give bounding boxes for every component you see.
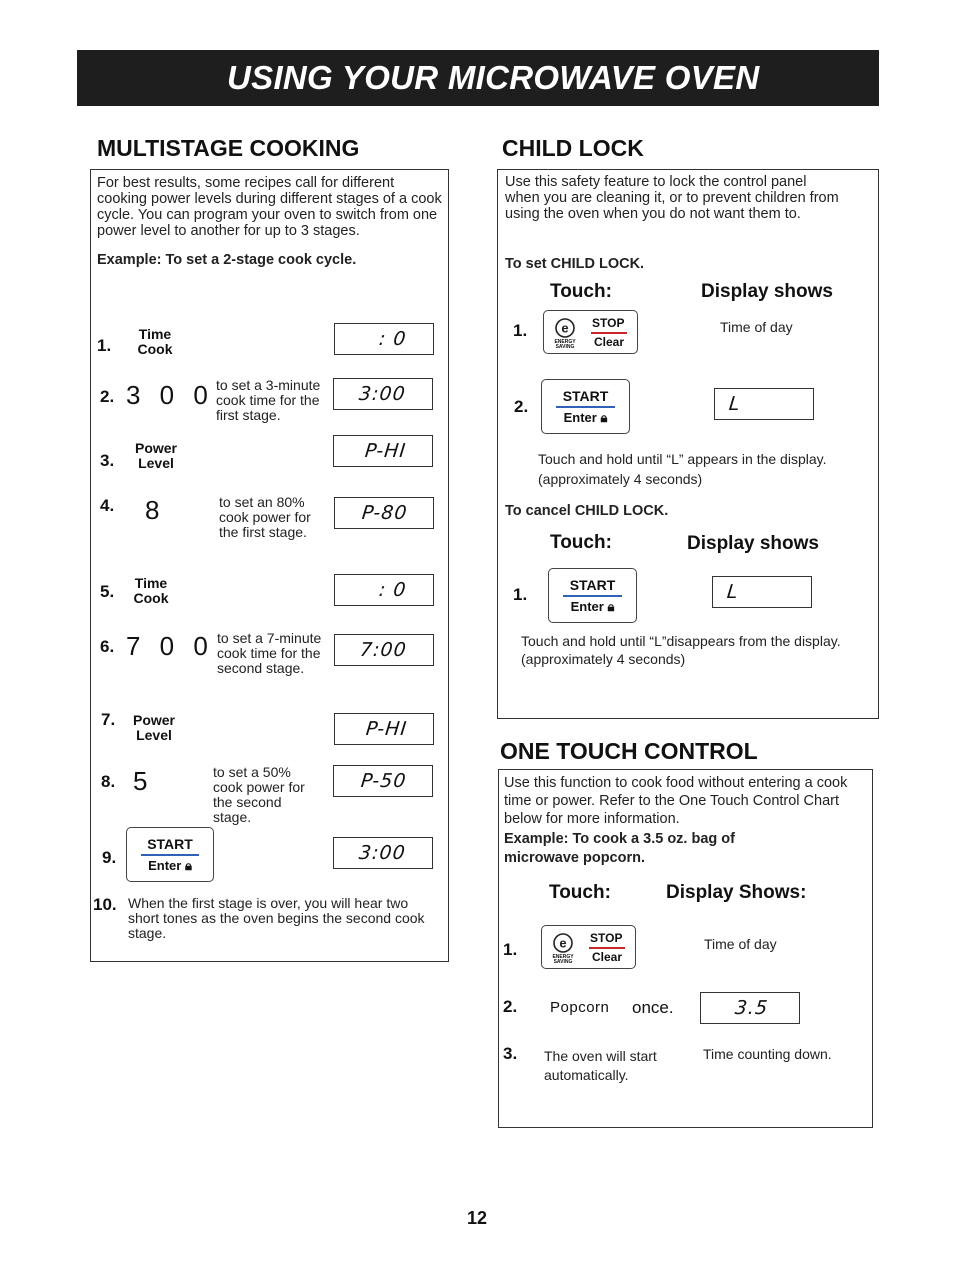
step-number: 1. — [97, 336, 112, 355]
display-heading: Display shows — [701, 281, 833, 302]
lock-icon: 🔒︎ — [600, 410, 608, 425]
key-label: Power — [134, 440, 177, 456]
clear-label: Clear — [592, 950, 623, 964]
start-enter-button[interactable] — [541, 379, 630, 434]
display-text: 3:00 — [358, 842, 408, 864]
display-text: Time of day — [720, 319, 793, 335]
step-number: 2. — [503, 997, 518, 1016]
display-text: P-HI — [363, 440, 408, 462]
key-label: Time — [134, 575, 168, 591]
number-keys[interactable]: 7 0 0 — [126, 631, 214, 661]
step-note: to set a 7-minute cook time for the second stage. — [217, 630, 322, 676]
key-label: Cook — [133, 590, 169, 606]
start-label: START — [562, 388, 609, 404]
step-number: 1. — [513, 321, 528, 340]
display-readout — [714, 388, 814, 420]
display-text: 3.5 — [733, 997, 770, 1019]
multistage-title: MULTISTAGE COOKING — [97, 135, 360, 161]
svg-text:e: e — [559, 935, 567, 951]
touch-heading: Touch: — [550, 281, 612, 302]
svg-text:e: e — [561, 320, 569, 336]
display-readout — [334, 323, 434, 355]
display-text: P-50 — [359, 770, 408, 792]
lock-icon: 🔒︎ — [607, 599, 615, 614]
display-text: P-80 — [360, 502, 409, 524]
start-label: START — [569, 577, 616, 593]
step-note: When the first stage is over, you will hear two short tones as the oven begins the second cook stage. — [128, 895, 425, 941]
one-touch-example: Example: To cook a 3.5 oz. bag of microwave popcorn. — [504, 831, 735, 866]
display-readout — [333, 765, 433, 797]
key-label: Time — [138, 326, 172, 342]
step-number: 2. — [514, 397, 529, 416]
page-number: 12 — [467, 1208, 488, 1228]
step-number: 10. — [93, 895, 117, 914]
energy-saving-label: ENERGY SAVING — [554, 339, 576, 350]
display-heading: Display shows — [687, 533, 819, 554]
step-number: 8. — [101, 772, 116, 791]
step-number: 9. — [102, 848, 117, 867]
display-readout — [334, 713, 434, 745]
key-label: Level — [138, 455, 174, 471]
power-level-key[interactable] — [128, 713, 180, 743]
number-keys[interactable]: 8 — [145, 495, 166, 525]
display-readout — [333, 837, 433, 869]
step-number: 2. — [100, 387, 115, 406]
display-text: L — [727, 393, 742, 415]
header-banner — [77, 50, 879, 106]
energy-saving-icon — [552, 932, 574, 954]
divider — [589, 947, 625, 949]
divider — [591, 332, 627, 334]
time-cook-key[interactable] — [130, 327, 180, 357]
multistage-example: Example: To set a 2-stage cook cycle. — [97, 252, 357, 268]
cancel-child-lock-heading: To cancel CHILD LOCK. — [505, 503, 669, 519]
stop-label: STOP — [592, 316, 625, 330]
stop-clear-button[interactable] — [541, 925, 636, 969]
step-note: The oven will start automatically. — [544, 1048, 657, 1083]
popcorn-button[interactable]: Popcorn — [550, 999, 610, 1016]
start-enter-button[interactable] — [126, 827, 214, 882]
one-touch-title: ONE TOUCH CONTROL — [500, 738, 758, 764]
display-heading: Display Shows: — [666, 882, 807, 903]
step-note: to set a 50% cook power for the second stage. — [213, 764, 305, 825]
key-label: Level — [136, 727, 172, 743]
number-keys[interactable]: 5 — [133, 766, 154, 796]
energy-saving-icon — [554, 317, 576, 339]
enter-label: Enter — [563, 410, 597, 425]
page-title: USING YOUR MICROWAVE OVEN — [227, 59, 760, 96]
step-number: 1. — [513, 585, 528, 604]
step-note: to set a 3-minute cook time for the first stage. — [216, 377, 321, 423]
touch-heading: Touch: — [550, 532, 612, 553]
step-number: 7. — [101, 710, 116, 729]
stop-clear-button[interactable] — [543, 310, 638, 354]
stop-label: STOP — [590, 931, 623, 945]
lock-icon: 🔒︎ — [184, 858, 192, 873]
step-number: 6. — [100, 637, 115, 656]
display-readout — [700, 992, 800, 1024]
energy-saving-label: ENERGY SAVING — [552, 954, 574, 965]
divider — [563, 595, 622, 597]
display-readout — [334, 634, 434, 666]
clear-label: Clear — [594, 335, 625, 349]
start-label: START — [147, 836, 193, 852]
one-touch-intro: Use this function to cook food without entering a cook time or power. Refer to the One Touch Control Chart below for more information. — [504, 775, 848, 827]
enter-label: Enter — [148, 858, 182, 873]
display-readout — [333, 435, 433, 467]
divider — [556, 406, 615, 408]
step-note: to set an 80% cook power for the first stage. — [219, 494, 311, 540]
display-text: : 0 — [378, 328, 409, 350]
touch-heading: Touch: — [549, 882, 611, 903]
child-lock-intro: Use this safety feature to lock the control panel when you are cleaning it, or to prevent children from using the oven when you do not want them to. — [505, 174, 839, 222]
divider — [141, 854, 199, 856]
display-readout — [334, 574, 434, 606]
step-note: Touch and hold until “L”disappears from the display. (approximately 4 seconds) — [521, 633, 841, 667]
once-label: once. — [632, 998, 674, 1017]
power-level-key[interactable] — [130, 441, 182, 471]
display-readout — [333, 378, 433, 410]
display-readout — [712, 576, 812, 608]
display-readout — [334, 497, 434, 529]
step-number: 3. — [503, 1044, 518, 1063]
step-number: 1. — [503, 940, 518, 959]
multistage-intro: For best results, some recipes call for different cooking power levels during different stages of a cook cycle. You can program your oven to switch from one power level to another for up to 3 stages. — [97, 175, 442, 239]
number-keys[interactable]: 3 0 0 — [126, 380, 214, 410]
step-number: 3. — [100, 451, 115, 470]
set-child-lock-heading: To set CHILD LOCK. — [505, 256, 645, 272]
step-note: Touch and hold until “L” appears in the display. (approximately 4 seconds) — [538, 451, 827, 487]
start-enter-button[interactable] — [548, 568, 637, 623]
display-text: Time counting down. — [703, 1046, 832, 1062]
display-text: P-HI — [364, 718, 409, 740]
step-number: 4. — [100, 496, 115, 515]
display-text: 7:00 — [359, 639, 409, 661]
display-text: 3:00 — [358, 383, 408, 405]
enter-label: Enter — [570, 599, 604, 614]
key-label: Power — [132, 712, 175, 728]
display-text: : 0 — [378, 579, 409, 601]
step-number: 5. — [100, 582, 115, 601]
key-label: Cook — [137, 341, 173, 357]
child-lock-title: CHILD LOCK — [502, 135, 644, 161]
time-cook-key[interactable] — [126, 576, 176, 606]
display-text: Time of day — [704, 936, 777, 952]
display-text: L — [725, 581, 740, 603]
